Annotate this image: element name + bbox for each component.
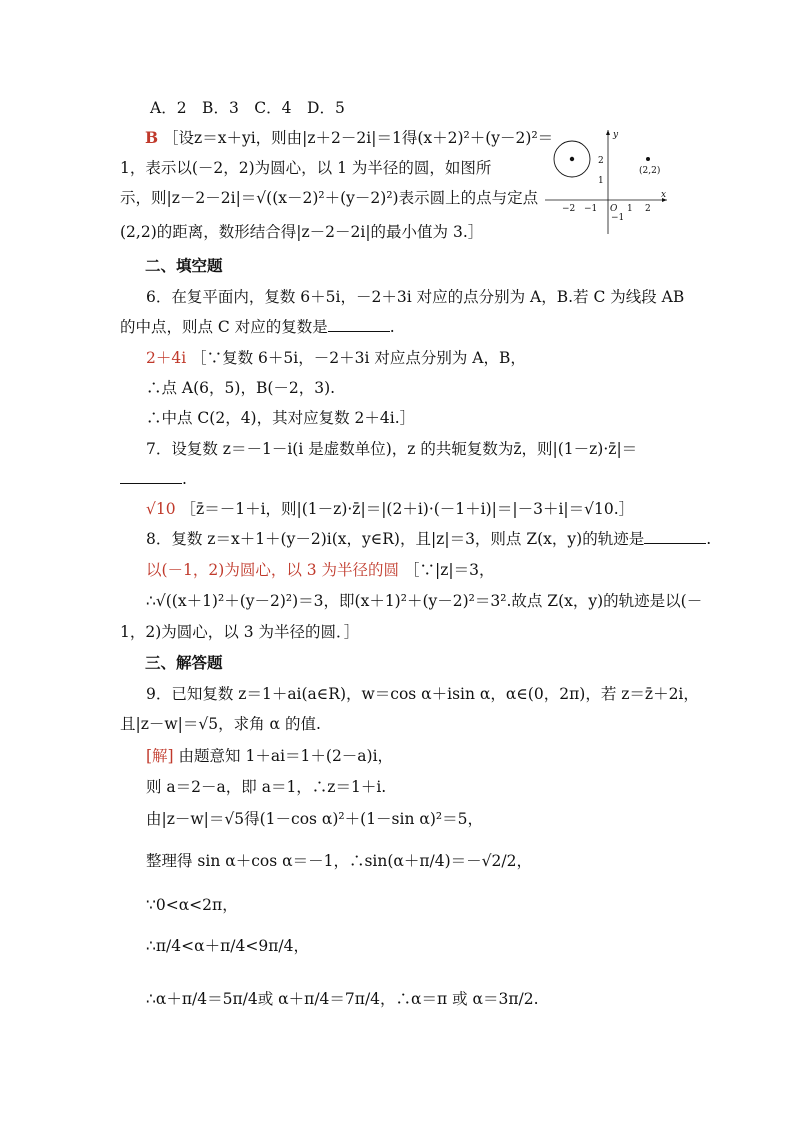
origin-label: O — [610, 204, 618, 214]
q5-solution-line2: 1，表示以(－2，2)为圆心，以 1 为半径的圆，如图所 — [120, 159, 492, 177]
coordinate-graph — [545, 128, 670, 236]
section-answer-heading: 三、解答题 — [145, 653, 223, 672]
tick-x-neg1: −1 — [584, 204, 598, 214]
q9-solution-line7: ∴α＋π/4＝5π/4或 α＋π/4＝7π/4，∴α＝π 或 α＝3π/2. — [146, 990, 539, 1008]
q9-line2: 且|z－w|＝√5，求角 α 的值. — [120, 715, 321, 733]
q8-text: 8．复数 z＝x＋1＋(y－2)i(x，y∈R)，且|z|＝3，则点 Z(x，y)的轨迹是 — [146, 530, 645, 548]
q8-solution-line1 — [146, 559, 494, 581]
q6-answer: 2＋4i — [146, 349, 187, 367]
q6-line2: 的中点，则点 C 对应的复数是 . — [120, 318, 395, 336]
q6-solution-line3: ∴中点 C(2，4)，其对应复数 2＋4i.］ — [146, 409, 416, 427]
circle-center-point — [570, 157, 574, 161]
q6-solution-text1: ［∵复数 6＋5i，－2＋3i 对应点分别为 A，B， — [191, 349, 526, 367]
q6-line1: 6．在复平面内，复数 6＋5i，－2＋3i 对应的点分别为 A，B.若 C 为线段 AB — [146, 288, 685, 306]
fixed-point — [646, 157, 650, 161]
q9-solution-line3: 由|z－w|＝√5得(1－cos α)²＋(1－sin α)²＝5， — [146, 810, 483, 828]
q5-solution-line1 — [145, 127, 553, 149]
q9-solution-line1 — [146, 745, 393, 767]
q9-solution-line5: ∵0<α<2π， — [146, 896, 238, 914]
tick-x-2: 2 — [645, 204, 651, 214]
q5-answer: B — [145, 128, 159, 147]
q8-solution-line3: 1，2)为圆心，以 3 为半径的圆．］ — [120, 623, 360, 641]
q9-solution-line4: 整理得 sin α＋cos α＝－1，∴sin(α＋π/4)＝－√2/2， — [146, 852, 532, 870]
y-axis-arrow — [606, 130, 610, 135]
q7-line1: 7．设复数 z＝－1－i(i 是虚数单位)，z 的共轭复数为z̄，则|(1－z)·z̄|＝ — [146, 440, 638, 458]
q6-solution-line1 — [146, 347, 526, 369]
q7-solution-line — [146, 498, 634, 520]
q8-blank — [644, 529, 706, 544]
x-axis-label: x — [661, 190, 667, 200]
q8-line1: 8．复数 z＝x＋1＋(y－2)i(x，y∈R)，且|z|＝3，则点 Z(x，y)的轨迹是 . — [146, 530, 712, 548]
q5-solution-line3: 示，则|z－2－2i|＝√((x－2)²＋(y－2)²)表示圆上的点与定点 — [120, 189, 539, 207]
tick-y-1: 1 — [598, 176, 604, 186]
tick-y-2: 2 — [598, 156, 604, 166]
q8-answer: 以(－1，2)为圆心，以 3 为半径的圆 — [146, 561, 400, 579]
q6-text: 的中点，则点 C 对应的复数是 — [120, 318, 328, 336]
q6-solution-line2: ∴点 A(6，5)，B(－2，3). — [146, 379, 336, 397]
q8-solution-text1: ［∵|z|＝3， — [403, 561, 495, 579]
section-fill-in-heading: 二、填空题 — [145, 256, 223, 275]
q7-answer: √10 — [146, 500, 176, 518]
q5-options: A．2 B．3 C．4 D．5 — [150, 99, 345, 117]
q9-solution-line2: 则 a＝2－a，即 a＝1，∴z＝1＋i. — [146, 778, 387, 796]
q7-line2: . — [120, 468, 187, 490]
q7-blank — [120, 469, 182, 484]
tick-x-1: 1 — [627, 204, 633, 214]
q5-solution-line4: (2,2)的距离，数形结合得|z－2－2i|的最小值为 3.］ — [120, 223, 484, 241]
q8-solution-line2: ∴√((x＋1)²＋(y－2)²)＝3，即(x＋1)²＋(y－2)²＝3².故点 Z(x，y)的轨迹是以(－ — [146, 592, 703, 610]
q9-solution-tag: [解] — [146, 747, 174, 765]
q9-solution-text1: 由题意知 1＋ai＝1＋(2－a)i， — [178, 747, 394, 765]
fixed-point-label: (2,2) — [639, 166, 661, 176]
q9-line1: 9．已知复数 z＝1＋ai(a∈R)，w＝cos α＋isin α，α∈(0，2π)，若 z＝z̄＋2i， — [146, 685, 699, 703]
tick-x-neg2: −2 — [562, 204, 576, 214]
y-axis-label: y — [613, 130, 619, 140]
q7-solution-text: ［z̄＝－1＋i，则|(1－z)·z̄|＝|(2＋i)·(－1＋i)|＝|－3＋i|＝√10.］ — [180, 500, 635, 518]
tick-y-neg1: −1 — [611, 213, 625, 223]
q6-blank — [328, 317, 390, 332]
q9-solution-line6: ∴π/4<α＋π/4<9π/4， — [146, 937, 309, 955]
q5-solution-text1: ［设z＝x＋yi，则由|z＋2－2i|＝1得(x＋2)²＋(y－2)²＝ — [163, 129, 554, 147]
